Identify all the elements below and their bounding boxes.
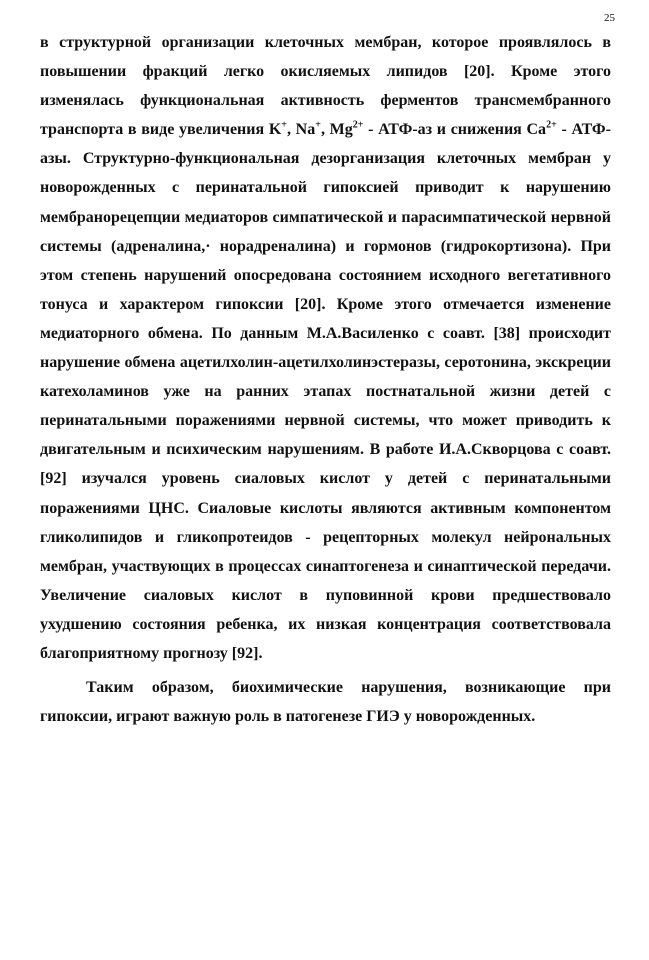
superscript: + bbox=[315, 119, 321, 131]
text-run: , Mg bbox=[320, 121, 353, 139]
superscript: + bbox=[281, 119, 287, 131]
superscript: 2+ bbox=[352, 119, 364, 131]
text-run: - АТФ-азы. Структурно-функциональная дезорганизация клеточных мембран у новорожденных с перинатальной гипоксией приводит к нарушению мембранорецепции медиаторов симпатической и парасимпатической нервной системы (адреналина,· норадреналина) и гормонов (гидрокортизона). При этом степень нарушений опосредована состоянием исходного вегетативного тонуса и характером гипоксии [20]. Кроме этого отмечается изменение медиаторного обмена. По данным М.А.Василенко с соавт. [38] происходит нарушение обмена ацетилхолин-ацетилхолинэстеразы, серотонина, экскреции катехоламинов уже на ранних этапах постнатальной жизни детей с перинатальными поражениями нервной системы, что может приводить к двигательным и психическим нарушениям. В работе И.А.Скворцова с соавт. [92] изучался уровень сиаловых кислот у детей с перинатальными поражениями ЦНС. Сиаловые кислоты являются активным компонентом гликолипидов и гликопротеидов - рецепторных молекул нейрональных мембран, участвующих в процессах синаптогенеза и синаптической передачи. Увеличение сиаловых кислот в пуповинной крови предшествовало ухудшению состояния ребенка, их низкая концентрация соответствовала благоприятному прогнозу [92]. bbox=[40, 121, 612, 662]
superscript: 2+ bbox=[546, 119, 557, 131]
text-run: Таким образом, биохимические нарушения, возникающие при гипоксии, играют важную роль в патогенезе ГИЭ у новорожденных. bbox=[40, 679, 611, 726]
text-run: - АТФ-аз и снижения Ca bbox=[363, 121, 547, 139]
body-text bbox=[40, 28, 611, 731]
paragraph-1 bbox=[40, 28, 611, 668]
text-run: в структурной организации клеточных мембран, которое проявлялось в повышении фракций легко окисляемых липидов [20]. Кроме этого изменялась функциональная активность ферментов трансмембранного транспорта в виде увеличения K bbox=[40, 34, 611, 139]
paragraph-2 bbox=[40, 673, 611, 731]
page-number: 25 bbox=[604, 12, 615, 24]
text-run: , Na bbox=[286, 121, 316, 139]
